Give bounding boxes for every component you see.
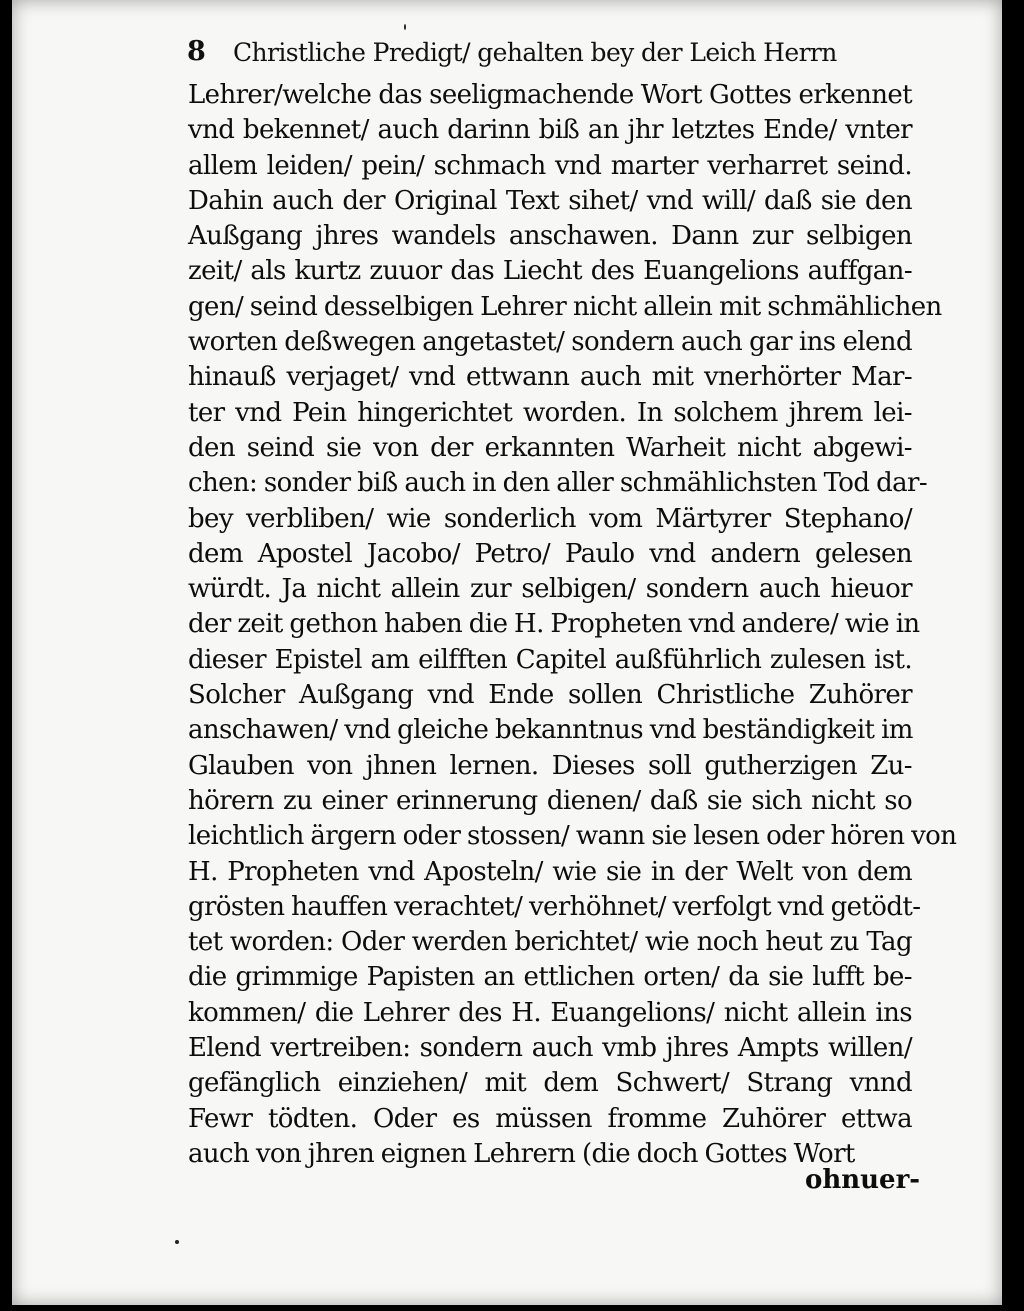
text-line: kommen/ die Lehrer des H. Euangelions/ nicht allein ins (188, 997, 912, 1028)
text-line: bey verbliben/ wie sonderlich vom Märtyrer Stephano/ (188, 503, 912, 534)
text-line: würdt. Ja nicht allein zur selbigen/ sondern auch hieuor (188, 574, 912, 605)
text-line: dem Apostel Jacobo/ Petro/ Paulo vnd andern gelesen (188, 538, 912, 569)
catchword: ohnuer- (805, 1165, 921, 1195)
text-line: der zeit gethon haben die H. Propheten vnd andere/ wie in (188, 609, 920, 640)
running-head: Christliche Predigt/ gehalten bey der Leich Herrn (233, 38, 837, 67)
text-line: allem leiden/ pein/ schmach vnd marter verharret seind. (188, 150, 912, 181)
text-line: auch von jhren eignen Lehrern (die doch Gottes Wort (188, 1138, 855, 1169)
text-line: den seind sie von der erkannten Warheit nicht abgewi- (188, 432, 912, 463)
text-line: zeit/ als kurtz zuuor das Liecht des Euangelions auffgan- (188, 256, 912, 287)
text-line: Dahin auch der Original Text sihet/ vnd will/ daß sie den (188, 185, 912, 216)
book-page (12, 0, 1002, 1305)
text-line: grösten hauffen verachtet/ verhöhnet/ verfolgt vnd getödt- (188, 891, 921, 922)
text-line: Außgang jhres wandels anschawen. Dann zur selbigen (188, 221, 912, 252)
text-line: chen: sonder biß auch in den aller schmählichsten Tod dar- (188, 468, 928, 499)
text-line: Fewr tödten. Oder es müssen fromme Zuhörer ettwa (188, 1103, 912, 1134)
body-text (188, 78, 957, 1172)
text-line: ter vnd Pein hingerichtet worden. In solchem jhrem lei- (188, 397, 912, 428)
text-line: Elend vertreiben: sondern auch vmb jhres Ampts willen/ (188, 1033, 912, 1064)
text-line: Solcher Außgang vnd Ende sollen Christliche Zuhörer (188, 680, 912, 711)
page-header (187, 34, 837, 78)
text-line: hinauß verjaget/ vnd ettwann auch mit vnerhörter Mar- (188, 362, 912, 393)
text-line: Lehrer/welche das seeligmachende Wort Gottes erkennet (188, 80, 912, 110)
text-line: tet worden: Oder werden berichtet/ wie noch heut zu Tag (188, 927, 912, 958)
text-line: gefänglich einziehen/ mit dem Schwert/ Strang vnnd (188, 1068, 912, 1099)
text-line: anschawen/ vnd gleiche bekanntnus vnd beständigkeit im (188, 715, 913, 746)
text-line: gen/ seind desselbigen Lehrer nicht allein mit schmählichen (188, 291, 942, 322)
ink-speck (404, 24, 406, 30)
text-line: die grimmige Papisten an ettlichen orten/ da sie lufft be- (188, 962, 912, 993)
text-line: leichtlich ärgern oder stossen/ wann sie lesen oder hören von (188, 821, 957, 852)
text-line: worten deßwegen angetastet/ sondern auch gar ins elend (188, 327, 912, 358)
scan-border (1002, 0, 1024, 1311)
text-line: vnd bekennet/ auch darinn biß an jhr letztes Ende/ vnter (188, 115, 912, 146)
page-number: 8 (187, 36, 206, 67)
ink-speck (175, 1240, 179, 1244)
text-line: Glauben von jhnen lernen. Dieses soll gutherzigen Zu- (188, 750, 912, 781)
text-line: H. Propheten vnd Aposteln/ wie sie in der Welt von dem (188, 856, 912, 887)
text-line: dieser Epistel am eilfften Capitel außführlich zulesen ist. (188, 644, 912, 675)
text-line: hörern zu einer erinnerung dienen/ daß sie sich nicht so (188, 785, 912, 816)
